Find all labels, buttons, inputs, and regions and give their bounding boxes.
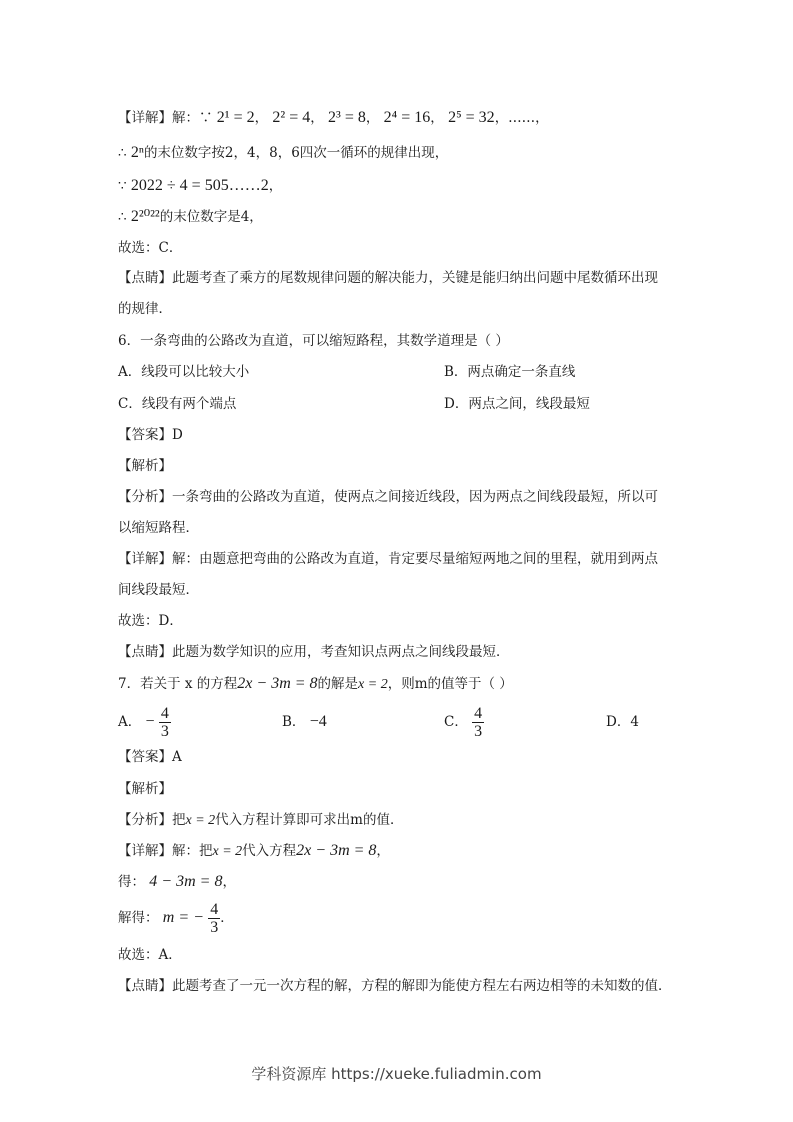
q7-option-b xyxy=(282,700,327,744)
last-digit-text: 的末位数字是4， xyxy=(159,209,263,225)
power-2n: 2ⁿ xyxy=(130,144,144,161)
detail-text-b: 代入方程 xyxy=(242,843,297,859)
review-label: 【点睛】 xyxy=(118,978,172,994)
q6-analysis-head: 【解析】 xyxy=(118,458,172,474)
cycle-text: 的末位数字按2，4，8，6四次一循环的规律出现， xyxy=(143,145,449,161)
numerator: 4 xyxy=(210,901,219,918)
q6-option-d: D．两点之间，线段最短 xyxy=(444,396,590,412)
analysis-text-a: 把 xyxy=(172,812,186,828)
power-eq-3: 2³ = 8 xyxy=(328,109,366,126)
option-label: A． xyxy=(118,714,142,730)
q5-detail-line-1: 【详解】解：∵ 2¹ = 2， 2² = 4， 2³ = 8， 2⁴ = 16， 2⁵ = 32，……， xyxy=(118,109,549,126)
ellipsis: ，……， xyxy=(494,110,549,126)
q6-analysis-line-1 xyxy=(118,487,658,507)
review-label: 【点睛】 xyxy=(118,644,172,660)
detail-lead: 解： xyxy=(172,110,199,126)
power-eq-2: 2² = 4 xyxy=(272,109,311,126)
q5-detail-line-3 xyxy=(118,176,282,196)
power-eq-1: 2¹ = 2 xyxy=(216,109,255,126)
get-label: 得： xyxy=(118,874,145,890)
analysis-label: 【分析】 xyxy=(118,812,172,828)
q7-review xyxy=(118,976,672,996)
q6-stem: 6．一条弯曲的公路改为直道，可以缩短路程，其数学道理是（ ） xyxy=(118,333,509,349)
minus-sign: − xyxy=(145,713,155,730)
power-eq-5: 2⁵ = 32 xyxy=(448,109,495,126)
fraction xyxy=(159,705,171,740)
option-value: −4 xyxy=(309,713,327,730)
stem-text-c: ，则m的值等于（ ） xyxy=(387,676,513,692)
q7-get xyxy=(118,872,236,892)
therefore-symbol: ∴ xyxy=(118,145,127,161)
option-label: C． xyxy=(444,714,468,730)
detail-text-a: 解：把 xyxy=(172,843,213,859)
power-2022: 2²⁰²² xyxy=(130,208,160,225)
substitution: x = 2 xyxy=(212,844,243,859)
solve-lhs: m = − xyxy=(162,909,204,926)
footer-watermark: 学科资源库 https://xueke.fuliadmin.com xyxy=(251,1065,542,1083)
because-symbol: ∵ xyxy=(199,110,213,126)
numerator: 4 xyxy=(160,705,169,722)
q5-detail-line-2 xyxy=(118,143,448,163)
q5-review-line-2: 的规律． xyxy=(118,301,172,317)
analysis-text-b: 代入方程计算即可求出m的值． xyxy=(215,812,404,828)
q7-analysis-head: 【解析】 xyxy=(118,781,172,797)
q6-choice: 故选：D． xyxy=(118,613,183,629)
q7-detail xyxy=(118,841,390,862)
review-text: 此题考查了乘方的尾数规律问题的解决能力，关键是能归纳出问题中尾数循环出现 xyxy=(172,270,658,286)
comma: ， xyxy=(222,874,236,890)
q6-answer: 【答案】D xyxy=(118,427,183,443)
detail-text: 解：由题意把弯曲的公路改为直道，肯定要尽量缩短两地之间的里程，就用到两点 xyxy=(172,551,658,567)
because-symbol: ∵ xyxy=(118,178,127,194)
solve-label: 解得： xyxy=(118,910,159,926)
q6-detail-line-1 xyxy=(118,549,658,569)
q6-option-c: C．线段有两个端点 xyxy=(118,396,237,412)
q6-option-a: A．线段可以比较大小 xyxy=(118,364,250,380)
comma: ， xyxy=(376,843,390,859)
denominator: 3 xyxy=(474,723,483,740)
stem-text-a: 7．若关于 x 的方程 xyxy=(118,676,238,692)
q6-analysis-line-2: 以缩短路程． xyxy=(118,520,199,536)
fraction xyxy=(208,901,220,936)
q7-answer: 【答案】A xyxy=(118,749,182,765)
fraction xyxy=(472,705,484,740)
equation: 4 − 3m = 8 xyxy=(149,873,223,890)
analysis-label: 【分析】 xyxy=(118,489,172,505)
numerator: 4 xyxy=(474,705,483,722)
q5-review-line-1 xyxy=(118,268,658,288)
q6-option-b: B．两点确定一条直线 xyxy=(444,364,576,380)
equation: 2x − 3m = 8 xyxy=(296,842,377,859)
detail-label: 【详解】 xyxy=(118,110,172,126)
therefore-symbol: ∴ xyxy=(118,209,127,225)
analysis-text: 一条弯曲的公路改为直道，使两点之间接近线段，因为两点之间线段最短，所以可 xyxy=(172,489,658,505)
review-label: 【点睛】 xyxy=(118,270,172,286)
stem-text-b: 的解是 xyxy=(317,676,359,692)
q6-review xyxy=(118,642,510,662)
division-eq: 2022 ÷ 4 = 505……2 xyxy=(130,177,269,194)
detail-label: 【详解】 xyxy=(118,551,172,567)
q7-option-c xyxy=(444,700,484,744)
denominator: 3 xyxy=(210,919,219,936)
q7-option-a xyxy=(118,700,171,744)
q7-stem xyxy=(118,674,513,695)
equation: 2x − 3m = 8 xyxy=(237,675,318,692)
q6-detail-line-2: 间线段最短． xyxy=(118,582,199,598)
q5-choice: 故选：C． xyxy=(118,240,183,256)
q7-solve xyxy=(118,896,234,940)
power-eq-4: 2⁴ = 16 xyxy=(383,109,431,126)
q7-analysis xyxy=(118,810,403,831)
option-label: B． xyxy=(282,714,306,730)
q7-choice: 故选：A． xyxy=(118,947,182,963)
denominator: 3 xyxy=(160,723,169,740)
review-text: 此题考查了一元一次方程的解，方程的解即为能使方程左右两边相等的未知数的值． xyxy=(172,978,672,994)
substitution: x = 2 xyxy=(185,813,216,828)
detail-label: 【详解】 xyxy=(118,843,172,859)
q7-option-d: D．4 xyxy=(606,714,639,730)
q5-detail-line-4 xyxy=(118,207,263,227)
comma: ， xyxy=(268,178,283,194)
review-text: 此题为数学知识的应用，考查知识点两点之间线段最短． xyxy=(172,644,510,660)
solution: x = 2 xyxy=(358,677,388,692)
period: ． xyxy=(220,910,234,926)
